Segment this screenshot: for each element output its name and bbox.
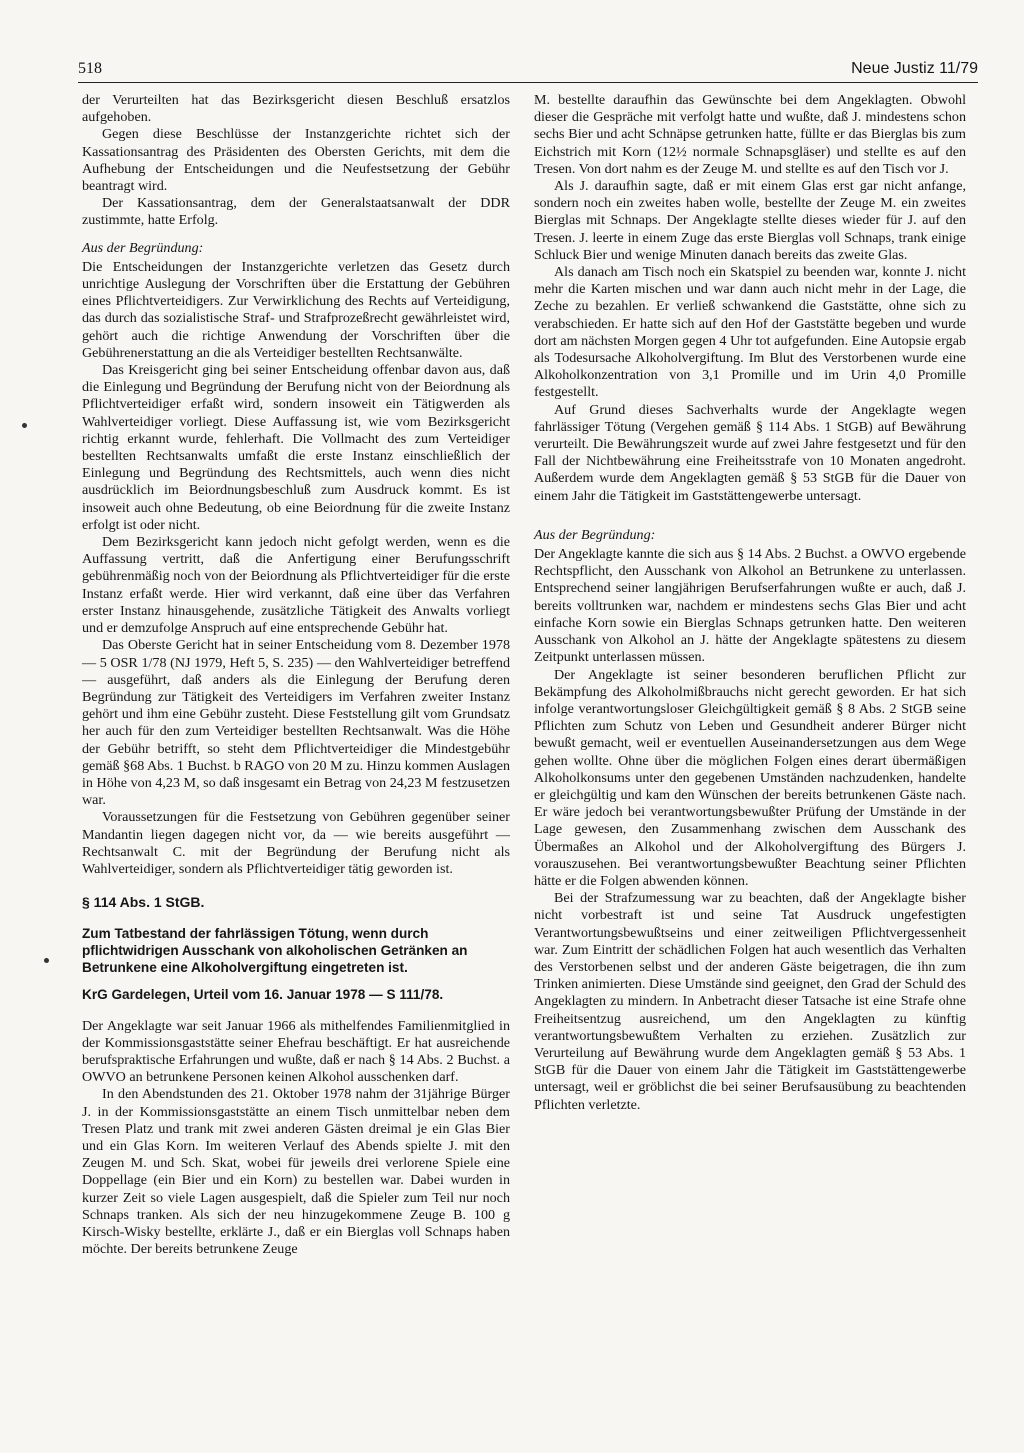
page-header <box>78 58 978 83</box>
paragraph: Die Entscheidungen der Instanzgerichte verletzen das Gesetz durch unrichtige Auslegung der Vorschriften über die Erstattung der Gebühren eines Pflichtverteidigers. Zur Verwirklichung des Rechts auf Verteidigung, das durch das sozialistische Straf- und Strafprozeßrecht gewährleistet wird, gehört auch die richtige Anwendung der Vorschriften über die Gebührenerstattung an die als Verteidiger bestellten Rechtsanwälte. <box>82 258 510 361</box>
journal-title: Neue Justiz 11/79 <box>851 60 978 77</box>
paragraph: Gegen diese Beschlüsse der Instanzgerichte richtet sich der Kassationsantrag des Präsidenten des Obersten Gerichts, mit dem die Aufhebung der Entscheidungen und die Neufestsetzung der Gebühr beantragt wird. <box>82 126 510 195</box>
paragraph: Das Oberste Gericht hat in seiner Entscheidung vom 8. Dezember 1978 — 5 OSR 1/78 (NJ 1979, Heft 5, S. 235) — den Wahlverteidiger betreffend — ausgeführt, daß anders als die Einlegung der Berufung deren Begründung zur Tätigkeit des Verteidigers im Verfahren zweiter Instanz gehört und ihm eine Gebühr zusteht. Diese Feststellung gilt vom Grundsatz her auch für den zum Verteidiger bestellten Rechtsanwalt. Was die Höhe der Gebühr betrifft, so steht dem Pflichtverteidiger die Mindestgebühr gemäß §68 Abs. 1 Buchst. b RAGO von 20 M zu. Hinzu kommen Auslagen in Höhe von 4,23 M, so daß insgesamt ein Betrag von 24,23 M festzusetzen war. <box>82 637 510 809</box>
left-column <box>82 92 510 1258</box>
paragraph: Bei der Strafzumessung war zu beachten, daß der Angeklagte bisher nicht vorbestraft ist und seine Tat Ausdruck ungefestigten Verantwortungsbewußtseins und einer zeitweiligen Pflichtvergessenheit war. Zum Eintritt der schädlichen Folgen hat auch wesentlich das Verhalten des Verstorbenen selbst und der anderen Gäste beigetragen, die ihn zum Trinken animierten. Diese Umstände sind geeignet, den Grad der Schuld des Angeklagten zu mindern. In Anbetracht dieser Tatsache ist eine Strafe ohne Freiheitsentzug ausreichend, um den Angeklagten zu künftig verantwortungsbewußtem Verhalten zu erziehen. Zusätzlich zur Verurteilung auf Bewährung wurde dem Angeklagten gemäß § 53 Abs. 1 StGB für die Dauer von einem Jahr die Tätigkeit im Gaststättengewerbe untersagt, weil er gröblichst die bei seiner Berufsausübung zu beachtenden Pflichten verletzte. <box>534 890 966 1113</box>
spacer <box>534 505 966 517</box>
paragraph: Als danach am Tisch noch ein Skatspiel zu beenden war, konnte J. nicht mehr die Karten mischen und war dann auch nicht mehr in der Lage, die Zeche zu bezahlen. Er verließ schwankend die Gaststätte, ohne sich zu verabschieden. Er hatte sich auf den Hof der Gaststätte begeben und wurde dort am nächsten Morgen gegen 4 Uhr tot aufgefunden. Eine Autopsie ergab als Todesursache Alkoholvergiftung. Im Blut des Verstorbenen wurde eine Alkoholkonzentration von 3,1 Promille und im Urin 4,0 Promille festgestellt. <box>534 264 966 401</box>
paragraph: Auf Grund dieses Sachverhalts wurde der Angeklagte wegen fahrlässiger Tötung (Vergehen gemäß § 114 Abs. 1 StGB) auf Bewährung verurteilt. Die Bewährungszeit wurde auf zwei Jahre festgesetzt und für den Fall der Nichtbewährung eine Freiheitsstrafe von 10 Monaten angedroht. Außerdem wurde dem Angeklagten gemäß § 53 StGB für die Dauer von einem Jahr die Tätigkeit im Gaststättengewerbe untersagt. <box>534 401 966 504</box>
section-heading: Aus der Begründung: <box>82 239 204 256</box>
section-heading: Aus der Begründung: <box>534 526 656 543</box>
scan-dot-mark <box>44 958 49 963</box>
right-column <box>534 92 966 1114</box>
paragraph: der Verurteilten hat das Bezirksgericht diesen Beschluß ersatzlos aufgehoben. <box>82 92 510 126</box>
paragraph: Als J. daraufhin sagte, daß er mit einem Glas erst gar nicht anfange, sondern noch ein zweites haben wolle, bestellte der Zeuge M. ein zweites Bierglas mit Schnaps. Der Angeklagte stellte dieses wieder für J. auf den Tresen. J. leerte in einem Zuge das erste Bierglas voll Schnaps, trank einige Schluck Bier und wenige Minuten danach bereits das zweite Glas. <box>534 178 966 263</box>
headnote: Zum Tatbestand der fahrlässigen Tötung, wenn durch pflichtwidrigen Ausschank von alkoholischen Getränken an Betrunkene eine Alkoholvergiftung eingetreten ist. <box>82 926 468 976</box>
paragraph: Der Angeklagte ist seiner besonderen beruflichen Pflicht zur Bekämpfung des Alkoholmißbrauchs nicht gerecht geworden. Er hat sich infolge verantwortungsloser Gleichgültigkeit gemäß § 8 Abs. 2 StGB seine Pflichten zum Schutz von Leben und Gesundheit anderer Bürger nicht bewußt gemacht, weil er eventuellen Auseinandersetzungen aus dem Wege gehen wollte. Ohne über die möglichen Folgen eines derart übermäßigen Alkoholkonsums unter den gegebenen Umständen nachzudenken, handelte er gleichgültig und kam den Wünschen der bereits betrunkenen Gäste nach. Er wäre jedoch bei verantwortungsbewußter Prüfung der Umstände in der Lage gewesen, den Zusammenhang zwischen dem Ausschank des Übermaßes an Alkohol und der Alkoholvergiftung des Bürgers J. vorauszusehen. Bei verantwortungsbewußter Beachtung seiner Pflichten hätte er die Folgen abwenden können. <box>534 666 966 889</box>
statute-reference: § 114 Abs. 1 StGB. <box>82 894 205 911</box>
court-citation: KrG Gardelegen, Urteil vom 16. Januar 1978 — S 111/78. <box>82 987 444 1003</box>
paragraph: Das Kreisgericht ging bei seiner Entscheidung offenbar davon aus, daß die Einlegung und Begründung der Berufung nicht von der Beiordnung als Pflichtverteidiger erfaßt wird, sondern insoweit ein Tätigwerden als Wahlverteidiger vorliegt. Diese Auffassung ist, wie vom Bezirksgericht richtig erkannt wurde, fehlerhaft. Die Vollmacht des zum Verteidiger bestellten Rechtsanwalts umfaßt die erste Instanz einschließlich der Einlegung und Begründung des Rechtsmittels, auch wenn dies nicht ausdrücklich im Beiordnungsbeschluß zum Ausdruck kommt. Es ist insoweit auch ohne Bedeutung, ob eine Beiordnung für die zweite Instanz erfolgt ist oder nicht. <box>82 362 510 533</box>
paragraph: In den Abendstunden des 21. Oktober 1978 nahm der 31jährige Bürger J. in der Kommissionsgaststätte an einem Tisch unmittelbar neben dem Tresen Platz und trank mit zwei anderen Gästen dreimal je ein Glas Bier und ein Glas Korn. Im weiteren Verlauf des Abends spielte J. mit den Zeugen M. und Sch. Skat, wobei für jeweils drei verlorene Spiele eine Doppellage (ein Bier und ein Korn) zu bestellen war. Dabei wurden in kurzer Zeit so viele Lagen ausgespielt, daß die Spieler zum Teil nur noch Schnaps tranken. Als sich der neu hinzugekommene Zeuge B. 100 g Kirsch-Wisky bestellte, erklärte J., daß er ein Bierglas voll Schnaps haben möchte. Der bereits betrunkene Zeuge <box>82 1086 510 1258</box>
page-number: 518 <box>78 60 102 77</box>
paragraph: Voraussetzungen für die Festsetzung von Gebühren gegenüber seiner Mandantin liegen dagegen nicht vor, da — wie bereits ausgeführt — Rechtsanwalt C. mit der Begründung der Berufung nicht als Wahlverteidiger, sondern als Pflichtverteidiger tätig geworden ist. <box>82 809 510 877</box>
paragraph: Der Angeklagte kannte die sich aus § 14 Abs. 2 Buchst. a OWVO ergebende Rechtspflicht, den Ausschank von Alkohol an Betrunkene zu unterlassen. Entsprechend seiner langjährigen Berufserfahrungen wußte er auch, daß J. bereits volltrunken war, nachdem er mindestens sechs Glas Bier und acht einfache Korn sowie ein Bierglas Schnaps getrunken hatte. Den weiteren Ausschank von Alkohol an J. hätte der Angeklagte spätestens zu diesem Zeitpunkt unterlassen müssen. <box>534 546 966 666</box>
paragraph: M. bestellte daraufhin das Gewünschte bei dem Angeklagten. Obwohl dieser die Gespräche mit verfolgt hatte und wußte, daß J. mindestens schon sechs Bier und acht Schnäpse getrunken hatte, füllte er das Bierglas bis zum Eichstrich mit Korn (12½ normale Schnapsgläser) und stellte es auf den Tresen. Von dort nahm es der Zeuge M. und stellte es auf den Tisch vor J. <box>534 92 966 177</box>
scan-dot-mark <box>22 423 27 428</box>
paragraph: Der Angeklagte war seit Januar 1966 als mithelfendes Familienmitglied in der Kommissionsgaststätte seiner Ehefrau beschäftigt. Er hat ausreichende berufspraktische Erfahrungen und wußte, daß er nach § 14 Abs. 2 Buchst. a OWVO an betrunkene Personen keinen Alkohol ausschenken darf. <box>82 1017 510 1086</box>
paragraph: Dem Bezirksgericht kann jedoch nicht gefolgt werden, wenn es die Auffassung vertritt, daß die Anfertigung einer Berufungsschrift gebührenmäßig noch von der Beiordnung als Pflichtverteidiger für die erste Instanz erfaßt werde. Hier wird verkannt, daß eine über das Verfahren erster Instanz hinausgehende, zusätzliche Tätigkeit des Anwalts vorliegt und er demzufolge Anspruch auf eine entsprechende Gebühr hat. <box>82 534 510 637</box>
paragraph: Der Kassationsantrag, dem der Generalstaatsanwalt der DDR zustimmte, hatte Erfolg. <box>82 195 510 229</box>
